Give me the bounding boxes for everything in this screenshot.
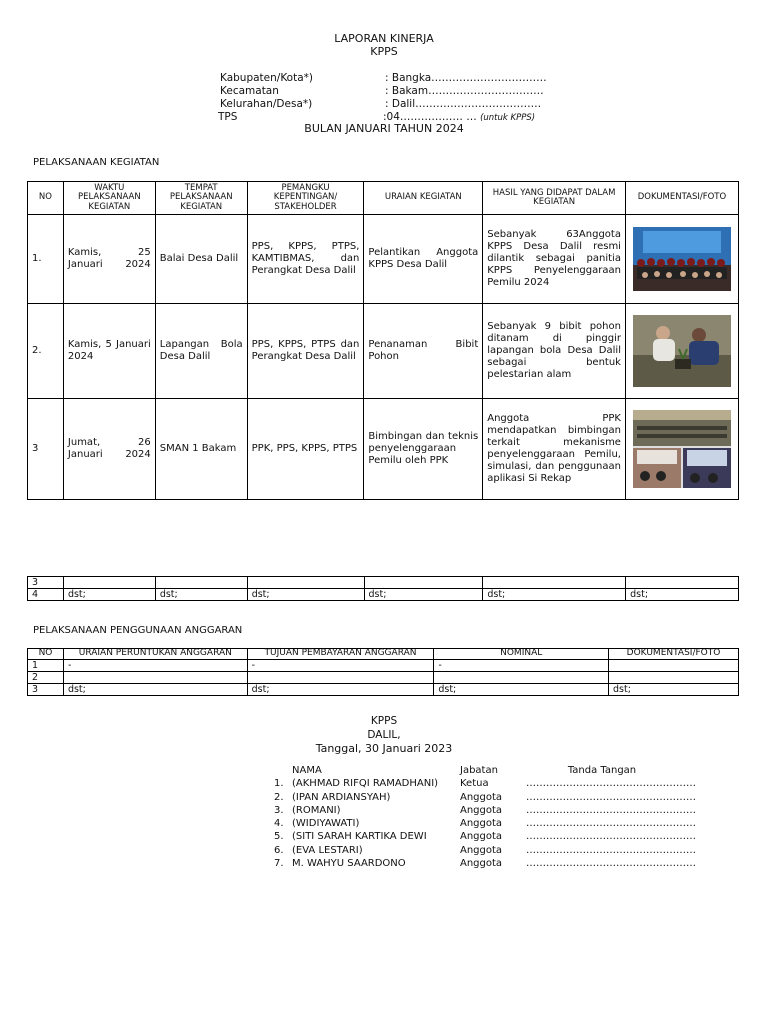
col-nominal: NOMINAL	[434, 649, 609, 660]
list-item: 5. (SITI SARAH KARTIKA DEWI Anggota ……………………………………………	[274, 831, 696, 843]
sig-place: DALIL,	[367, 729, 401, 741]
signature-heading	[0, 714, 768, 756]
photo-cell	[625, 215, 738, 304]
col-uraian: URAIAN KEGIATAN	[364, 182, 483, 215]
info-kecamatan: Kecamatan : Bakam……………………………	[220, 85, 544, 97]
list-item: 6. (EVA LESTARI) Anggota ……………………………………………	[274, 844, 696, 856]
col-tempat: TEMPAT PELAKSANAAN KEGIATAN	[155, 182, 247, 215]
table-row: 1 - - -	[28, 659, 739, 671]
col-hasil: HASIL YANG DIDAPAT DALAM KEGIATAN	[483, 182, 626, 215]
report-title	[0, 32, 768, 58]
report-month: BULAN JANUARI TAHUN 2024	[304, 122, 464, 135]
col-stakeholder: PEMANGKU KEPENTINGAN/ STAKEHOLDER	[247, 182, 364, 215]
anggaran-header-row	[28, 649, 739, 660]
photo-tree-planting	[633, 315, 731, 387]
col-waktu: WAKTU PELAKSANAAN KEGIATAN	[63, 182, 155, 215]
signature-line: ……………………………………………	[526, 831, 696, 843]
tps-note: (untuk KPPS)	[480, 113, 536, 123]
col-dokumentasi: DOKUMENTASI/FOTO	[625, 182, 738, 215]
anggaran-table	[27, 648, 739, 696]
photo-cell	[625, 304, 738, 399]
col-tujuan-pembayaran: TUJUAN PEMBAYARAN ANGGARAN	[247, 649, 434, 660]
signature-line: ……………………………………………	[526, 818, 696, 830]
table-row: 1. Kamis, 25 Januari 2024 Balai Desa Dalil PPS, KPPS, PTPS, KAMTIBMAS, dan Perangkat Desa Dalil Pelantikan Anggota KPPS Desa Dalil Sebanyak 63Anggota KPPS Desa Dalil resmi dilantik sebagai panitia KPPS Penyelenggaraan Pemilu 2024	[28, 215, 739, 304]
col-no: NO	[28, 649, 64, 660]
col-uraian-peruntukan: URAIAN PERUNTUKAN ANGGARAN	[63, 649, 247, 660]
table-row: 2	[28, 671, 739, 683]
signature-line: ……………………………………………	[526, 778, 696, 790]
sig-org: KPPS	[370, 715, 398, 727]
kegiatan-extra-table	[27, 576, 739, 601]
list-item: 1. (AKHMAD RIFQI RAMADHANI) Ketua ……………………………………………	[274, 778, 696, 790]
list-item: 3. (ROMANI) Anggota ……………………………………………	[274, 804, 696, 816]
info-kelurahan: Kelurahan/Desa*) : Dalil………………………………	[220, 98, 542, 110]
info-kabupaten: Kabupaten/Kota*) : Bangka……………………………	[220, 72, 547, 84]
table-row: 3 Jumat, 26 Januari 2024 SMAN 1 Bakam PPK, PPS, KPPS, PTPS Bimbingan dan teknis penyelenggaraan Pemilu oleh PPK Anggota PPK mendapatkan bimbingan terkait mekanisme penyelenggaraan Pemilu, simulasi, dan penggunaan aplikasi Si Rekap	[28, 399, 739, 500]
signature-line: ……………………………………………	[526, 804, 696, 816]
table-row: 3 dst; dst; dst; dst;	[28, 683, 739, 695]
table-row: 4 dst; dst; dst; dst; dst; dst;	[28, 589, 739, 601]
col-dokumentasi: DOKUMENTASI/FOTO	[609, 649, 739, 660]
section-kegiatan-title: PELAKSANAAN KEGIATAN	[33, 157, 160, 168]
title-line-1: LAPORAN KINERJA	[334, 32, 434, 45]
kegiatan-table	[27, 181, 739, 500]
photo-bimtek-collage	[633, 410, 731, 488]
list-item: 4. (WIDIYAWATI) Anggota ……………………………………………	[274, 818, 696, 830]
photo-cell	[625, 399, 738, 500]
title-line-2: KPPS	[370, 45, 398, 58]
signature-line: ……………………………………………	[526, 858, 696, 870]
info-tps: TPS :04……………… … (untuk KPPS)	[218, 111, 536, 123]
list-item: 2. (IPAN ARDIANSYAH) Anggota ……………………………………………	[274, 791, 696, 803]
location-info	[220, 72, 547, 125]
member-list	[274, 764, 696, 870]
member-list-header: NAMA Jabatan Tanda Tangan	[292, 765, 637, 776]
table-row: 3	[28, 577, 739, 589]
photo-inauguration	[633, 227, 731, 291]
signature-line: ……………………………………………	[526, 791, 696, 803]
sig-date: Tanggal, 30 Januari 2023	[315, 742, 453, 755]
section-anggaran-title: PELAKSANAAN PENGGUNAAN ANGGARAN	[33, 625, 243, 636]
kegiatan-header-row	[28, 182, 739, 215]
signature-line: ……………………………………………	[526, 844, 696, 856]
table-row: 2. Kamis, 5 Januari 2024 Lapangan Bola Desa Dalil PPS, KPPS, PTPS dan Perangkat Desa Dalil Penanaman Bibit Pohon Sebanyak 9 bibit pohon ditanam di pinggir lapangan bola Desa Dalil sebagai bentuk pelestarian alam	[28, 304, 739, 399]
col-no: NO	[28, 182, 64, 215]
list-item: 7. M. WAHYU SAARDONO Anggota ……………………………………………	[274, 858, 696, 870]
